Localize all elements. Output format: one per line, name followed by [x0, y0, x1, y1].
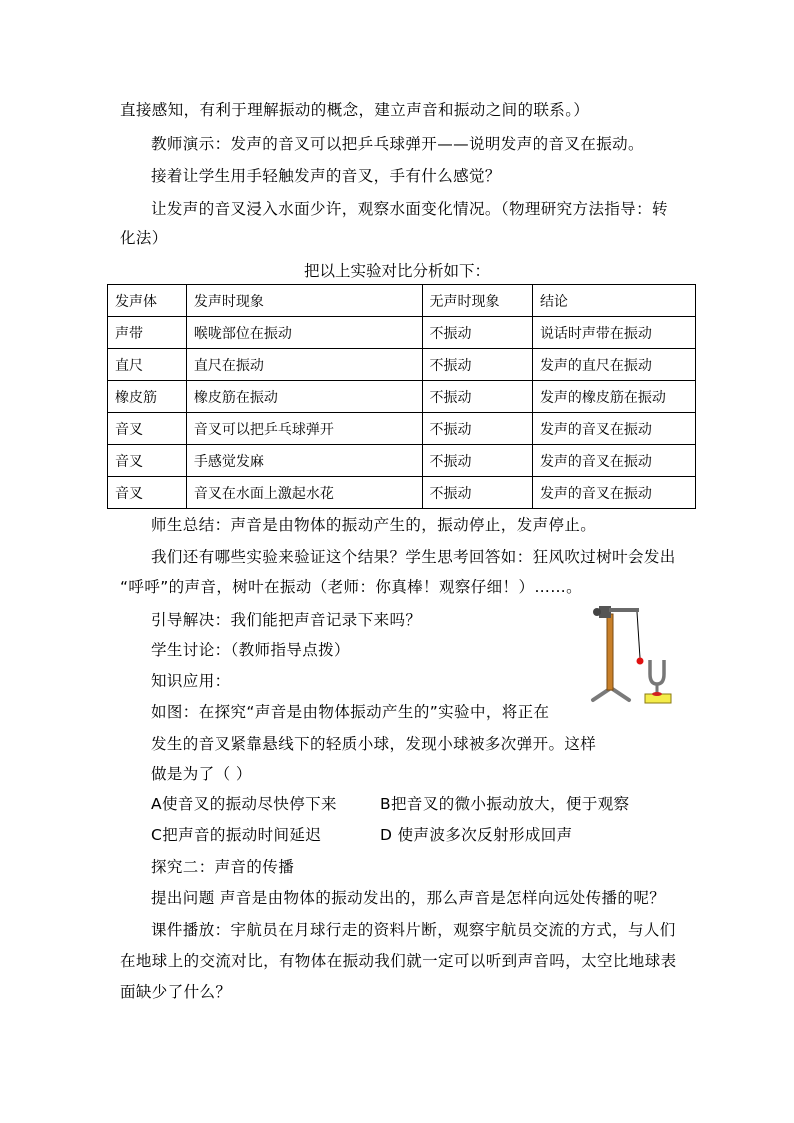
paragraph-line: 直接感知，有利于理解振动的概念，建立声音和振动之间的联系。）	[120, 101, 590, 119]
table-cell: 不振动	[422, 349, 532, 381]
table-cell: 发声的音叉在振动	[532, 413, 695, 445]
table-row	[108, 349, 696, 381]
table-cell: 不振动	[422, 381, 532, 413]
table-row	[108, 381, 696, 413]
table-caption: 把以上实验对比分析如下：	[303, 262, 490, 280]
paragraph-line: 让发声的音叉浸入水面少许，观察水面变化情况。（物理研究方法指导：转	[151, 200, 668, 218]
table-header-cell: 无声时现象	[422, 285, 532, 317]
table-cell: 发声的音叉在振动	[532, 477, 695, 509]
table-cell: 音叉	[108, 477, 187, 509]
table-row	[108, 477, 696, 509]
table-cell: 直尺	[108, 349, 187, 381]
table-header-cell: 结论	[532, 285, 695, 317]
answer-option-d: D 使声波多次反射形成回声	[380, 826, 573, 844]
section-heading: 探究二：声音的传播	[151, 858, 295, 876]
table-cell: 发声的音叉在振动	[532, 445, 695, 477]
paragraph-line: 知识应用：	[151, 672, 231, 690]
table-cell: 手感觉发麻	[186, 445, 422, 477]
table-row	[108, 317, 696, 349]
answer-option-b: B把音叉的微小振动放大，便于观察	[380, 795, 630, 813]
answer-option-c: C把声音的振动时间延迟	[151, 826, 322, 844]
paragraph-line: 我们还有哪些实验来验证这个结果？学生思考回答如：狂风吹过树叶会发出	[151, 548, 676, 566]
table-cell: 发声的直尺在振动	[532, 349, 695, 381]
table-cell: 橡皮筋	[108, 381, 187, 413]
paragraph-line: 教师演示：发声的音叉可以把乒乓球弹开——说明发声的音叉在振动。	[151, 135, 644, 153]
paragraph-line: 师生总结：声音是由物体的振动产生的，振动停止，发声停止。	[151, 516, 597, 534]
table-cell: 声带	[108, 317, 187, 349]
table-header-row	[108, 285, 696, 317]
paragraph-line: 引导解决：我们能把声音记录下来吗？	[151, 611, 422, 629]
paragraph-line: 发生的音叉紧靠悬线下的轻质小球，发现小球被多次弹开。这样	[151, 735, 597, 753]
paragraph-line: 接着让学生用手轻触发声的音叉，手有什么感觉？	[151, 167, 501, 185]
paragraph-line: 提出问题 声音是由物体的振动发出的，那么声音是怎样向远处传播的呢？	[151, 889, 666, 907]
table-cell: 说话时声带在振动	[532, 317, 695, 349]
answer-option-a: A使音叉的振动尽快停下来	[151, 795, 337, 813]
table-cell: 喉咙部位在振动	[186, 317, 422, 349]
table-cell: 发声的橡皮筋在振动	[532, 381, 695, 413]
paragraph-line: 做是为了（ ）	[151, 765, 252, 783]
paragraph-line: 课件播放：宇航员在月球行走的资料片断，观察宇航员交流的方式，与人们	[151, 921, 676, 939]
table-cell: 音叉在水面上激起水花	[186, 477, 422, 509]
experiment-table	[107, 284, 696, 509]
table-cell: 不振动	[422, 413, 532, 445]
table-cell: 音叉	[108, 445, 187, 477]
table-header-cell: 发声时现象	[186, 285, 422, 317]
table-cell: 不振动	[422, 445, 532, 477]
paragraph-line: 如图：在探究“声音是由物体振动产生的”实验中，将正在	[151, 703, 550, 721]
table-cell: 不振动	[422, 317, 532, 349]
paragraph-line: 化法）	[120, 229, 168, 247]
table-row	[108, 445, 696, 477]
tuning-fork-pendulum-icon	[585, 600, 687, 712]
table-cell: 橡皮筋在振动	[186, 381, 422, 413]
table-cell: 音叉	[108, 413, 187, 445]
paragraph-line: “呼呼”的声音，树叶在振动（老师：你真棒！观察仔细！）……。	[120, 578, 583, 596]
paragraph-line: 学生讨论：（教师指导点拨）	[151, 641, 350, 659]
table-cell: 不振动	[422, 477, 532, 509]
table-row	[108, 413, 696, 445]
table-header-cell: 发声体	[108, 285, 187, 317]
paragraph-line: 面缺少了什么？	[120, 983, 232, 1001]
table-cell: 音叉可以把乒乓球弹开	[186, 413, 422, 445]
paragraph-line: 在地球上的交流对比，有物体在振动我们就一定可以听到声音吗，太空比地球表	[120, 952, 677, 970]
table-cell: 直尺在振动	[186, 349, 422, 381]
